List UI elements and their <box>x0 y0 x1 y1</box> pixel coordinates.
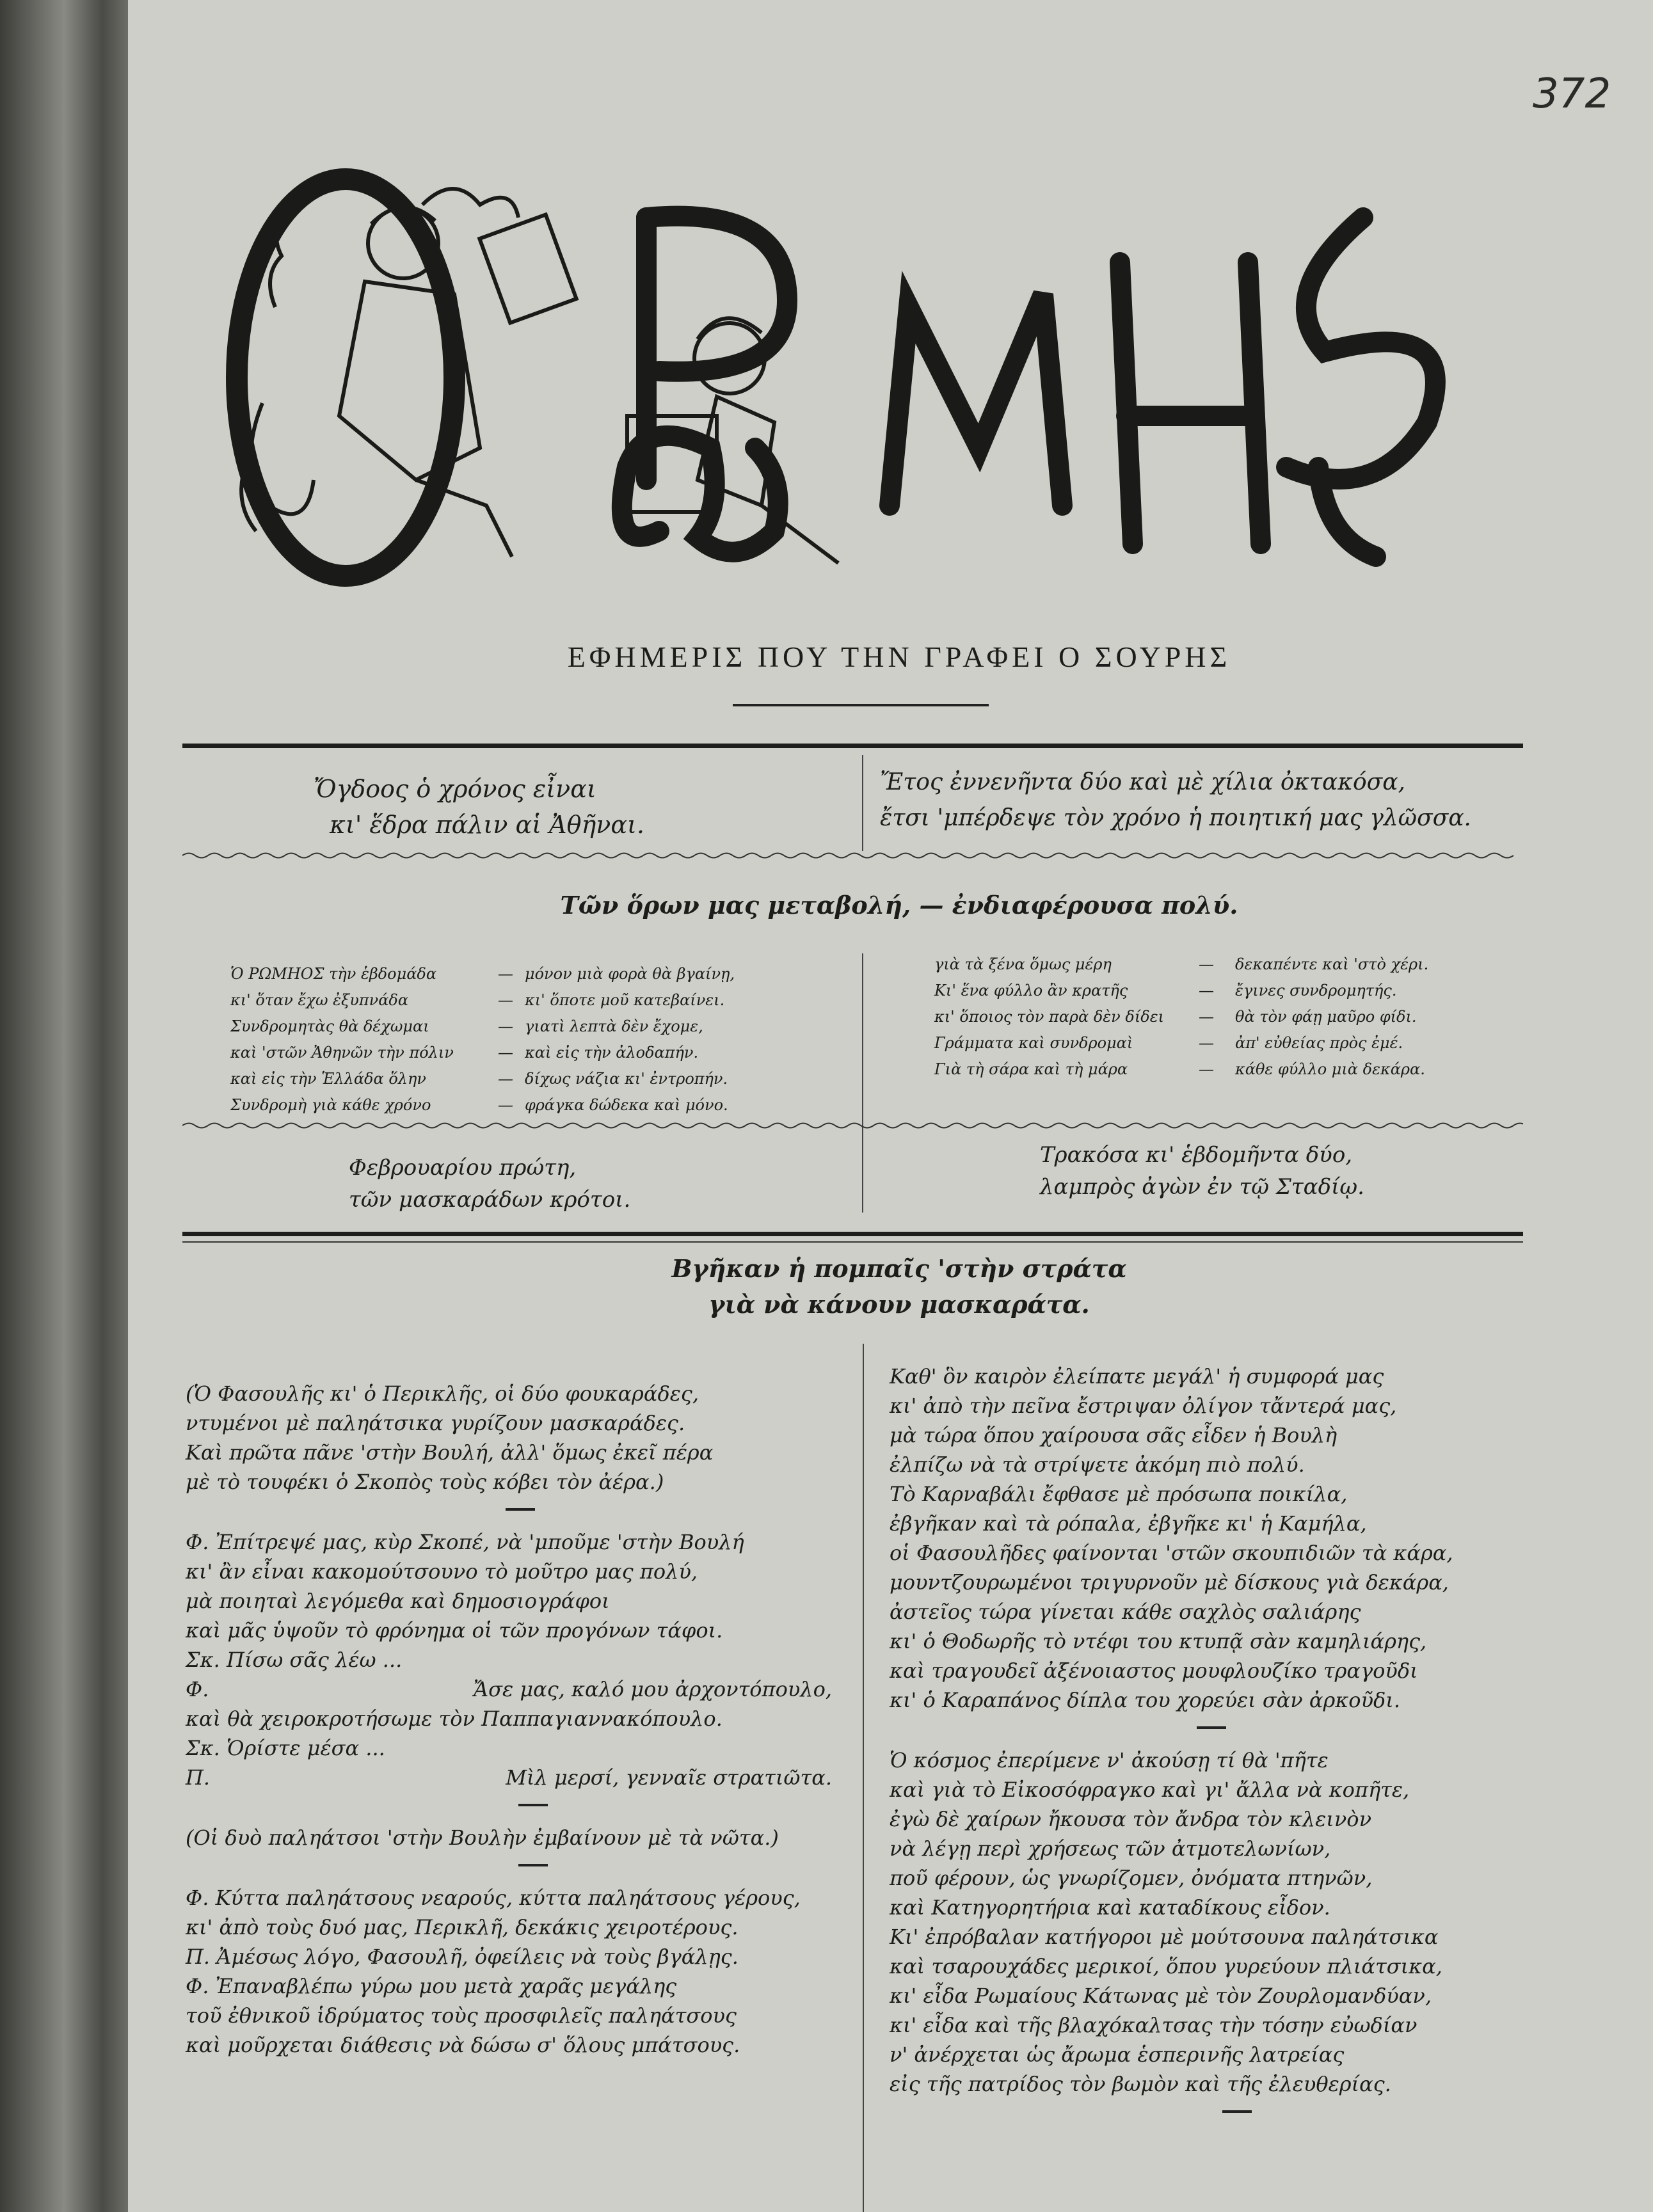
terms-left-b: μόνον μιὰ φορὰ θὰ βγαίνῃ, <box>525 965 735 983</box>
speech: Ἄσε μας, καλό μου ἀρχοντόπουλο, <box>473 1677 832 1701</box>
dateline-right-line-1: Ἔτος ἐννενῆντα δύο καὶ μὲ χίλια ὀκτακόσα, <box>880 769 1405 795</box>
verse-line: καὶ Κατηγορητήρια καὶ καταδίκους εἶδον. <box>890 1895 1330 1920</box>
verse-line: μουντζουρωμένοι τριγυρνοῦν μὲ δίσκους γιὰ δεκάρα, <box>890 1570 1449 1595</box>
verse-line: Καθ' ὃν καιρὸν ἐλείπατε μεγάλ' ἡ συμφορά μας <box>890 1364 1384 1388</box>
verse-line: Κι' ἐπρόβαλαν κατήγοροι μὲ μούτσουνα παληάτσικα <box>890 1925 1439 1949</box>
terms-dash: — <box>498 1044 513 1062</box>
terms-dash: — <box>498 1070 513 1088</box>
terms-row <box>230 987 781 1014</box>
wavy-divider-2 <box>182 1121 1523 1130</box>
terms-dash: — <box>1199 1034 1214 1052</box>
speaker: Π. <box>186 1765 211 1790</box>
verse-line: κι' ἀπὸ τὴν πεῖνα ἔστριψαν ὀλίγον τἄντερά μας, <box>890 1394 1397 1418</box>
title-lettering-romios <box>622 216 1435 557</box>
dialogue-line: Φ. Ἐπαναβλέπω γύρω μου μετὰ χαρᾶς μεγάλης <box>186 1974 677 1998</box>
terms-row <box>230 961 781 987</box>
terms-left-b: καὶ εἰς τὴν ἀλοδαπήν. <box>525 1044 699 1062</box>
article-title <box>179 1251 1619 1323</box>
book-binding <box>0 0 128 2212</box>
dialogue-split-line <box>186 1675 832 1704</box>
terms-left-column <box>230 961 781 1118</box>
dialogue-line: τοῦ ἐθνικοῦ ἱδρύματος τοὺς προσφιλεῖς παληάτσους <box>186 2003 737 2028</box>
terms-row <box>230 1092 781 1118</box>
speaker: Φ. <box>186 1677 209 1701</box>
terms-right-a: Γράμματα καὶ συνδρομαὶ <box>934 1034 1133 1052</box>
verse-line: ἀστεῖος τώρα γίνεται κάθε σαχλὸς σαλιάρης <box>890 1600 1361 1624</box>
verse-line: καὶ γιὰ τὸ Εἰκοσόφραγκο καὶ γι' ἄλλα νὰ κοπῆτε, <box>890 1778 1410 1802</box>
terms-dash: — <box>1199 955 1214 973</box>
dialogue-line: καὶ μᾶς ὑψοῦν τὸ φρόνημα οἱ τῶν προγόνων τάφοι. <box>186 1618 723 1643</box>
terms-left-a: καὶ 'στῶν Ἀθηνῶν τὴν πόλιν <box>230 1044 454 1062</box>
verse-line: οἱ Φασουλῆδες φαίνονται 'στῶν σκουπιδιῶν τὰ κάρα, <box>890 1541 1453 1565</box>
verse-line: κι' ὁ Καραπάνος δίπλα του χορεύει σὰν ἀρκοῦδι. <box>890 1688 1400 1712</box>
verse-line: ἐλπίζω νὰ τὰ στρίψετε ἀκόμη πιὸ πολύ. <box>890 1452 1305 1477</box>
verse-line: Τὸ Καρναβάλι ἔφθασε μὲ πρόσωπα ποικίλα, <box>890 1482 1348 1506</box>
verse-line: καὶ τσαρουχάδες μερικοί, ὅπου γυρεύουν πλιάτσικα, <box>890 1954 1442 1978</box>
dialogue-line: μὰ ποιηταὶ λεγόμεθα καὶ δημοσιογράφοι <box>186 1589 610 1613</box>
dialogue-line: καὶ θὰ χειροκροτήσωμε τὸν Παππαγιαννακόπουλο. <box>186 1707 723 1731</box>
terms-right-b: κάθε φύλλο μιὰ δεκάρα. <box>1235 1060 1425 1078</box>
verse-line: νὰ λέγῃ περὶ χρήσεως τῶν ἀτμοτελωνίων, <box>890 1836 1331 1861</box>
speech: Μὶλ μερσί, γενναῖε στρατιῶτα. <box>506 1765 832 1790</box>
terms-row <box>230 1066 781 1092</box>
intro-line: ντυμένοι μὲ παληάτσικα γυρίζουν μασκαράδες. <box>186 1411 685 1435</box>
terms-dash: — <box>1199 982 1214 999</box>
terms-left-a: Ὁ ΡΩΜΗΟΣ τὴν ἑβδομάδα <box>230 965 437 983</box>
terms-right-b: ἀπ' εὐθείας πρὸς ἐμέ. <box>1235 1034 1403 1052</box>
article-right-column <box>890 1362 1453 2129</box>
dialogue-split-line <box>186 1763 832 1792</box>
article-left-column <box>186 1379 832 2060</box>
terms-left-b: κι' ὅποτε μοῦ κατεβαίνει. <box>525 991 725 1009</box>
terms-row <box>934 1004 1465 1030</box>
date-left-line-2: τῶν μασκαράδων κρότοι. <box>349 1187 631 1213</box>
dateline-column-divider <box>862 755 863 851</box>
dateline-right-line-2: ἔτσι 'μπέρδεψε τὸν χρόνο ἡ ποιητική μας γλῶσσα. <box>880 805 1471 831</box>
verse-line: ἐγὼ δὲ χαίρων ἤκουσα τὸν ἄνδρα τὸν κλεινὸν <box>890 1807 1372 1831</box>
terms-left-b: φράγκα δώδεκα καὶ μόνο. <box>525 1096 728 1114</box>
wavy-divider-1 <box>182 851 1523 860</box>
date-left-line-1: Φεβρουαρίου πρώτη, <box>349 1155 577 1181</box>
terms-row <box>230 1040 781 1066</box>
article-title-line-1: Βγῆκαν ἡ πομπαῖς 'στὴν στράτα <box>671 1254 1127 1283</box>
terms-right-a: Κι' ἕνα φύλλο ἂν κρατῆς <box>934 982 1128 999</box>
dash-separator <box>1197 1726 1226 1729</box>
verse-line: ἐβγῆκαν καὶ τὰ ρόπαλα, ἐβγῆκε κι' ἡ Καμήλα, <box>890 1511 1367 1536</box>
terms-dash: — <box>1199 1060 1214 1078</box>
terms-column-divider <box>862 953 863 1133</box>
terms-right-column <box>934 951 1465 1083</box>
date-left <box>349 1152 630 1216</box>
smoking-man-illustration <box>241 189 576 557</box>
terms-dash: — <box>498 1096 513 1114</box>
terms-dash: — <box>498 965 513 983</box>
terms-row <box>230 1014 781 1040</box>
terms-left-b: δίχως νάζια κι' ἐντροπήν. <box>525 1070 728 1088</box>
verse-line: κι' εἶδα καὶ τῆς βλαχόκαλτσας τὴν τόσην εὐωδίαν <box>890 2013 1417 2037</box>
date-right-line-1: Τρακόσα κι' ἑβδομῆντα δύο, <box>1040 1142 1353 1168</box>
dateline-right <box>880 765 1471 836</box>
header-thick-rule <box>182 744 1523 748</box>
article-column-divider <box>863 1344 864 2212</box>
terms-dash: — <box>1199 1008 1214 1026</box>
dialogue-line: Φ. Κύττα παληάτσους νεαρούς, κύττα παληάτσους γέρους, <box>186 1886 801 1910</box>
terms-right-a: Γιὰ τὴ σάρα καὶ τὴ μάρα <box>934 1060 1128 1078</box>
terms-right-a: κι' ὅποιος τὸν παρὰ δὲν δίδει <box>934 1008 1164 1026</box>
verse-line: Ὁ κόσμος ἐπερίμενε ν' ἀκούσῃ τί θὰ 'πῆτε <box>890 1748 1329 1772</box>
masthead-subtitle: ΕΦΗΜΕΡΙΣ ΠΟΥ ΤΗΝ ΓΡΑΦΕΙ Ο ΣΟΥΡΗΣ <box>567 641 1231 673</box>
intro-line: μὲ τὸ τουφέκι ὁ Σκοπὸς τοὺς κόβει τὸν ἀέρα.) <box>186 1470 664 1494</box>
stage-direction: (Οἱ δυὸ παληάτσοι 'στὴν Βουλὴν ἐμβαίνουν μὲ τὰ νῶτα.) <box>186 1826 779 1850</box>
terms-dash: — <box>498 1017 513 1035</box>
dialogue-line: Σκ. Ὁρίστε μέσα ... <box>186 1736 385 1760</box>
dateline-left-line-2: κι' ἕδρα πάλιν αἱ Ἀθῆναι. <box>330 811 644 839</box>
dialogue-line: Φ. Ἐπίτρεψέ μας, κὺρ Σκοπέ, νὰ 'μποῦμε 'στὴν Βουλή <box>186 1530 744 1554</box>
terms-right-a: γιὰ τὰ ξένα ὅμως μέρη <box>934 955 1112 973</box>
terms-right-b: θὰ τὸν φάῃ μαῦρο φίδι. <box>1235 1008 1417 1026</box>
intro-line: (Ὁ Φασουλῆς κι' ὁ Περικλῆς, οἱ δύο φουκαράδες, <box>186 1381 699 1406</box>
verse-line: κι' ὁ Θοδωρῆς τὸ ντέφι του κτυπᾷ σὰν καμηλιάρης, <box>890 1629 1427 1653</box>
terms-right-b: ἔγινες συνδρομητής. <box>1235 982 1397 999</box>
dateline-left <box>314 771 644 843</box>
terms-row <box>934 1030 1465 1056</box>
dialogue-line: καὶ μοῦρχεται διάθεσις νὰ δώσω σ' ὅλους μπάτσους. <box>186 2033 740 2057</box>
page-folio-number: 372 <box>1533 70 1611 118</box>
terms-row <box>934 1056 1465 1083</box>
verse-line: ν' ἀνέρχεται ὡς ἄρωμα ἑσπερινῆς λατρείας <box>890 2042 1345 2067</box>
terms-left-a: κι' ὅταν ἔχω ἐξυπνάδα <box>230 991 409 1009</box>
intro-line: Καὶ πρῶτα πᾶνε 'στὴν Βουλή, ἀλλ' ὅμως ἐκεῖ πέρα <box>186 1440 714 1465</box>
terms-left-b: γιατὶ λεπτὰ δὲν ἔχομε, <box>525 1017 703 1035</box>
section-thick-rule-top <box>182 1232 1523 1236</box>
dash-separator <box>518 1864 548 1866</box>
terms-left-a: καὶ εἰς τὴν Ἑλλάδα ὅλην <box>230 1070 426 1088</box>
dash-separator <box>1222 2110 1252 2113</box>
verse-line: κι' εἶδα Ρωμαίους Κάτωνας μὲ τὸν Ζουρλομανδύαν, <box>890 1984 1432 2008</box>
date-right <box>1040 1139 1364 1203</box>
section-thin-rule <box>182 1241 1523 1243</box>
dialogue-line: κι' ἀπὸ τοὺς δυό μας, Περικλῆ, δεκάκις χειροτέρους. <box>186 1915 739 1939</box>
dash-separator <box>506 1508 535 1511</box>
dialogue-line: Σκ. Πίσω σᾶς λέω ... <box>186 1648 403 1672</box>
terms-row <box>934 978 1465 1004</box>
dash-separator <box>518 1804 548 1806</box>
verse-line: καὶ τραγουδεῖ ἀξένοιαστος μουφλουζίκο τραγοῦδι <box>890 1659 1418 1683</box>
dialogue-line: κι' ἂν εἶναι κακομούτσουνο τὸ μοῦτρο μας πολύ, <box>186 1559 698 1584</box>
terms-left-a: Συνδρομητὰς θὰ δέχωμαι <box>230 1017 429 1035</box>
terms-right-b: δεκαπέντε καὶ 'στὸ χέρι. <box>1235 955 1429 973</box>
verse-line: εἰς τῆς πατρίδος τὸν βωμὸν καὶ τῆς ἐλευθερίας. <box>890 2072 1391 2096</box>
terms-left-a: Συνδρομὴ γιὰ κάθε χρόνο <box>230 1096 431 1114</box>
masthead-logo <box>211 147 1485 595</box>
subtitle-rule <box>733 704 989 706</box>
terms-row <box>934 951 1465 978</box>
date-right-line-2: λαμπρὸς ἀγὼν ἐν τῷ Σταδίῳ. <box>1040 1174 1364 1200</box>
article-title-line-2: γιὰ νὰ κάνουν μασκαράτα. <box>708 1290 1090 1319</box>
dialogue-line: Π. Ἀμέσως λόγο, Φασουλῆ, ὀφείλεις νὰ τοὺς βγάλῃς. <box>186 1945 739 1969</box>
verse-line: ποῦ φέρουν, ὡς γνωρίζομεν, ὀνόματα πτηνῶν, <box>890 1866 1373 1890</box>
terms-heading: Τῶν ὅρων μας μεταβολή, — ἐνδιαφέρουσα πολύ. <box>560 891 1238 919</box>
dateline-left-line-1: Ὄγδοος ὁ χρόνος εἶναι <box>314 775 596 803</box>
terms-dash: — <box>498 991 513 1009</box>
date-column-divider <box>862 1133 863 1213</box>
verse-line: μὰ τώρα ὅπου χαίρουσα σᾶς εἶδεν ἡ Βουλὴ <box>890 1423 1338 1447</box>
masthead-illustration <box>211 147 1485 595</box>
